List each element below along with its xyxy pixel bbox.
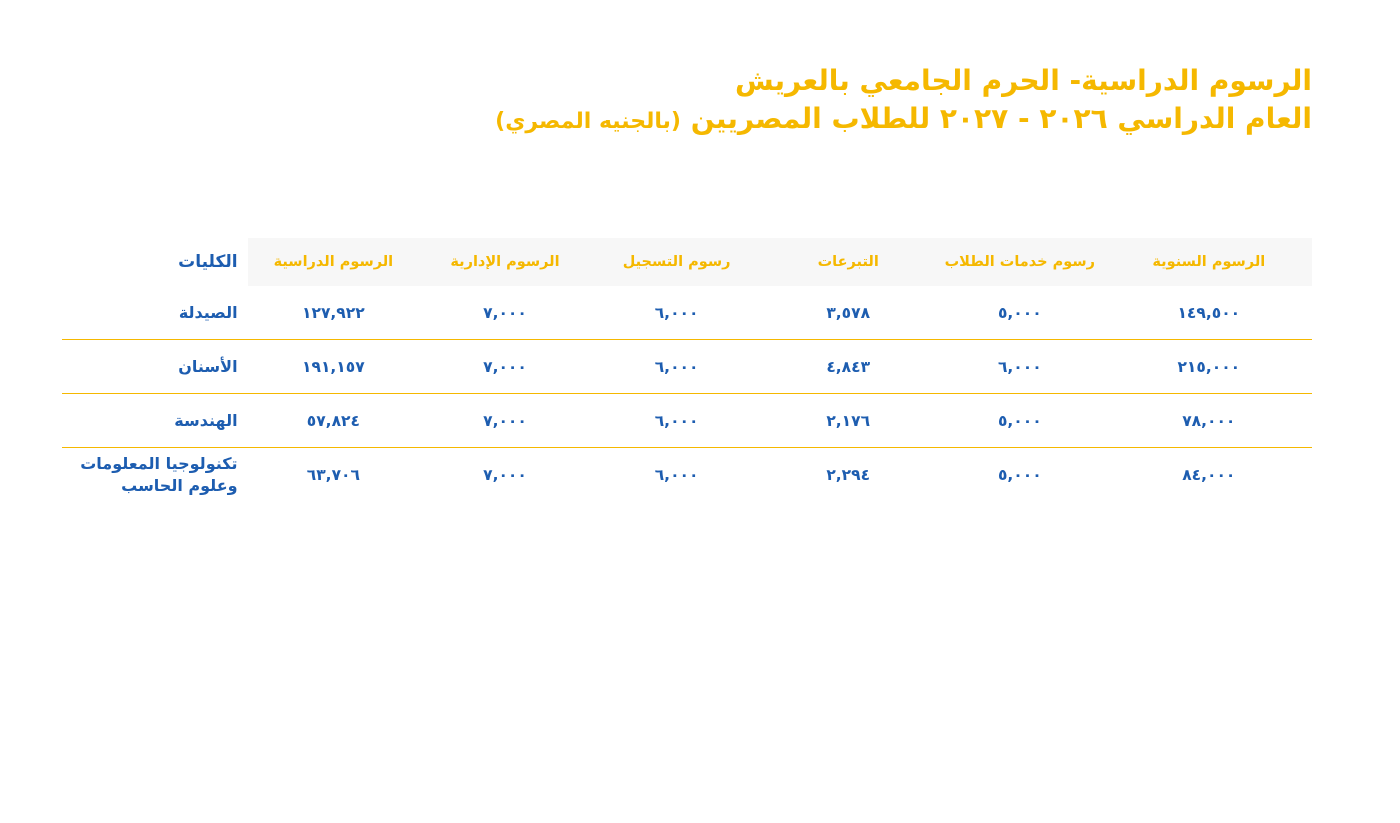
cell-annual-total: ٧٨,٠٠٠ [1106,394,1312,448]
cell-tuition: ٦٣,٧٠٦ [306,465,360,484]
cell-admin: ٧,٠٠٠ [419,394,591,448]
title-line-year [88,100,1312,138]
column-header-student-services: رسوم خدمات الطلاب [934,238,1106,286]
cell-admin: ٧,٠٠٠ [483,465,527,484]
table-head [62,238,1312,286]
cell-tuition: ٥٧,٨٢٤ [248,394,420,448]
title-line-campus: الرسوم الدراسية- الحرم الجامعي بالعريش [734,64,1312,97]
cell-faculty [62,448,248,502]
faculty-name-line1: تكنولوجيا المعلومات [80,453,238,473]
cell-donations: ٢,١٧٦ [762,394,934,448]
faculty-name-line1: الأسنان [178,356,238,376]
title-currency-note: (بالجنيه المصري) [495,108,681,134]
cell-tuition: ١٩١,١٥٧ [248,340,420,394]
faculty-name-line2: وعلوم الحاسب [121,475,238,495]
cell-annual-total: ٢١٥,٠٠٠ [1106,340,1312,394]
cell-registration: ٦,٠٠٠ [591,340,763,394]
cell-faculty [62,394,248,448]
table-row [62,340,1312,394]
cell-registration: ٦,٠٠٠ [591,394,763,448]
table-body [62,286,1312,501]
cell-admin: ٧,٠٠٠ [419,340,591,394]
column-header-donations: التبرعات [762,238,934,286]
cell-admin: ٧,٠٠٠ [419,286,591,340]
fees-table [62,238,1312,501]
column-header-admin: الرسوم الإدارية [419,238,591,286]
cell-faculty [62,340,248,394]
title-year-text: العام الدراسي ٢٠٢٦ - ٢٠٢٧ للطلاب المصريين [680,101,1312,135]
cell-registration: ٦,٠٠٠ [591,286,763,340]
cell-student-services: ٥,٠٠٠ [934,394,1106,448]
faculty-name-line1: الهندسة [174,410,238,430]
cell-faculty [62,286,248,340]
table-row [62,394,1312,448]
cell-donations: ٣,٥٧٨ [762,286,934,340]
faculty-name-line1: الصيدلة [178,302,238,322]
fees-table-container [62,238,1312,501]
cell-annual-total: ٨٤,٠٠٠ [1182,465,1236,484]
column-header-annual-total: الرسوم السنوية [1106,238,1312,286]
table-row [62,448,1312,502]
cell-donations: ٤,٨٤٣ [762,340,934,394]
cell-annual-total: ١٤٩,٥٠٠ [1106,286,1312,340]
cell-registration: ٦,٠٠٠ [654,465,699,484]
cell-student-services: ٦,٠٠٠ [934,340,1106,394]
column-header-registration: رسوم التسجيل [591,238,763,286]
table-row [62,286,1312,340]
cell-student-services: ٥,٠٠٠ [997,465,1042,484]
cell-student-services: ٥,٠٠٠ [934,286,1106,340]
column-header-faculty: الكليات [62,238,248,286]
column-header-tuition: الرسوم الدراسية [248,238,420,286]
page-title [88,62,1312,138]
cell-tuition: ١٢٧,٩٢٢ [248,286,420,340]
table-header-row [62,238,1312,286]
cell-donations: ٢,٢٩٤ [826,465,871,484]
